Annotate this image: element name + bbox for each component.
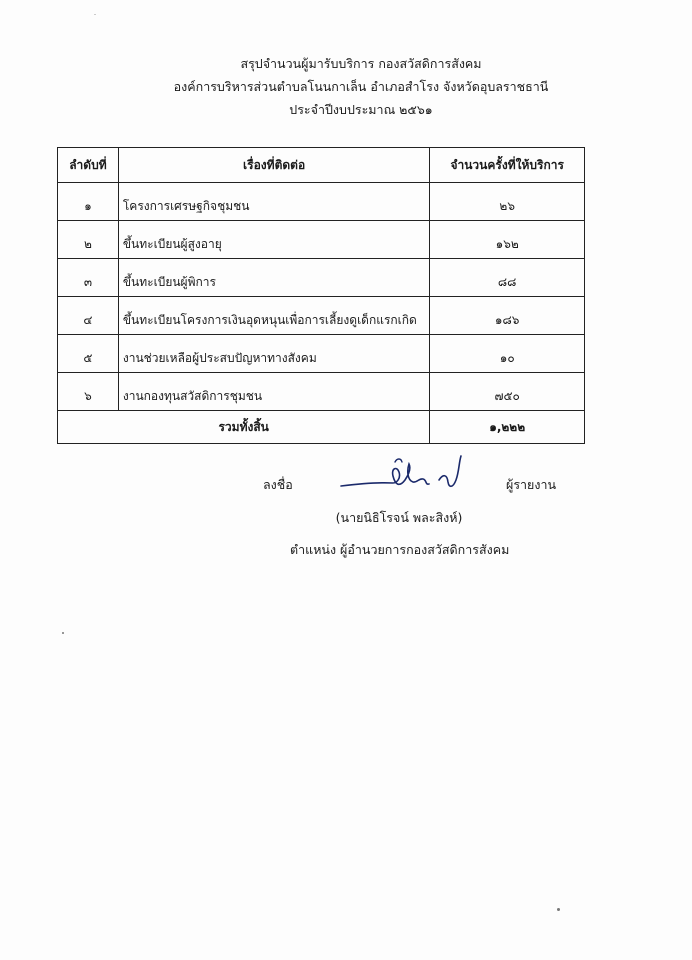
row-count: ๑๖๒	[430, 221, 585, 259]
scan-speck	[94, 14, 96, 15]
row-number: ๕	[58, 335, 119, 373]
header-organization: องค์การบริหารส่วนตำบลโนนกาเล็น อำเภอสำโรง จังหวัดอุบลราชธานี	[173, 79, 549, 94]
row-number: ๖	[58, 373, 119, 411]
row-count: ๑๐	[430, 335, 585, 373]
table-row	[58, 335, 585, 373]
scan-speck	[62, 632, 64, 634]
column-header-subject: เรื่องที่ติดต่อ	[118, 148, 430, 183]
handwritten-signature	[335, 452, 475, 502]
row-subject: งานช่วยเหลือผู้ประสบปัญหาทางสังคม	[118, 335, 430, 373]
document-header	[0, 52, 692, 121]
row-count: ๑๘๖	[430, 297, 585, 335]
table-header-row	[58, 148, 585, 183]
table-row	[58, 259, 585, 297]
reporter-label: ผู้รายงาน	[506, 477, 557, 492]
row-number: ๓	[58, 259, 119, 297]
signer-position: ตำแหน่ง ผู้อำนวยการกองสวัสดิการสังคม	[290, 542, 510, 557]
table-row	[58, 221, 585, 259]
sign-label: ลงชื่อ	[263, 477, 293, 492]
column-header-count: จำนวนครั้งที่ให้บริการ	[430, 148, 585, 183]
table-row	[58, 183, 585, 221]
row-count: ๒๖	[430, 183, 585, 221]
table-row	[58, 373, 585, 411]
header-title: สรุปจำนวนผู้มารับบริการ กองสวัสดิการสังคม	[240, 56, 482, 71]
total-value: ๑,๒๒๒	[430, 411, 585, 444]
table-total-row	[58, 411, 585, 444]
signer-name-text: (นายนิธิโรจน์ พละสิงห์)	[335, 510, 463, 525]
signer-name	[0, 508, 692, 528]
total-label: รวมทั้งสิ้น	[58, 411, 430, 444]
table-row	[58, 297, 585, 335]
row-number: ๔	[58, 297, 119, 335]
service-summary-table	[57, 147, 585, 444]
column-header-number: ลำดับที่	[58, 148, 119, 183]
row-subject: ขึ้นทะเบียนโครงการเงินอุดหนุนเพื่อการเลี้ยงดูเด็กแรกเกิด	[118, 297, 430, 335]
row-number: ๒	[58, 221, 119, 259]
row-number: ๑	[58, 183, 119, 221]
header-fiscal-year: ประจำปีงบประมาณ ๒๕๖๑	[289, 102, 433, 117]
row-subject: งานกองทุนสวัสดิการชุมชน	[118, 373, 430, 411]
row-subject: โครงการเศรษฐกิจชุมชน	[118, 183, 430, 221]
row-subject: ขึ้นทะเบียนผู้สูงอายุ	[118, 221, 430, 259]
row-count: ๗๕๐	[430, 373, 585, 411]
row-subject: ขึ้นทะเบียนผู้พิการ	[118, 259, 430, 297]
scan-speck	[557, 908, 560, 911]
row-count: ๘๘	[430, 259, 585, 297]
